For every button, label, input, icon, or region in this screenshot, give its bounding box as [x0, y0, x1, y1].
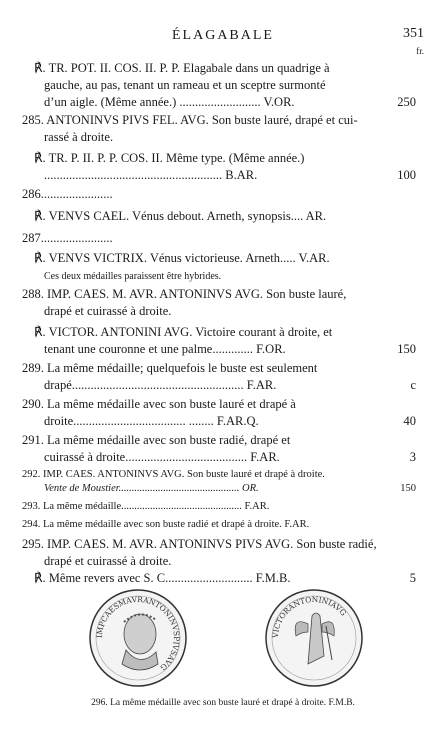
entry-295: [22, 536, 416, 570]
entry-line: 294. La même médaille avec son buste radié et drapé à droite. F.AR.: [22, 519, 310, 530]
entry-290: [22, 396, 416, 430]
entry-line: 290. La même médaille avec son buste lauré et drapé à: [22, 397, 296, 411]
entry-line: 289. La même médaille; quelquefois le buste est seulement: [22, 361, 318, 375]
entry-293: [22, 500, 416, 514]
entry-line: 292. IMP. CAES. ANTONINVS AVG. Son buste lauré et drapé à droite.: [22, 469, 325, 480]
entry-line: 287.......................: [22, 231, 113, 245]
coin-reverse: [266, 590, 362, 686]
entry-line: ......................................................... B.AR.: [44, 168, 258, 182]
entry-287: [22, 230, 416, 247]
entry-line: drapé et cuirassé à droite.: [44, 304, 172, 318]
entry-line: tenant une couronne et une palme............. F.OR.: [44, 342, 286, 356]
entry-292: [22, 468, 416, 496]
page-title: ÉLAGABALE: [172, 28, 274, 43]
entry-line: ℟. VENVS VICTRIX. Vénus victorieuse. Arneth..... V.AR.: [34, 251, 330, 265]
entry-reverse-venus-cael: [22, 208, 416, 225]
entry-286: [22, 186, 416, 203]
entry-line: drapé et cuirassé à droite.: [44, 554, 172, 568]
coin-obverse: [90, 590, 186, 686]
entry-line: 286.......................: [22, 187, 113, 201]
entry-line: Vente de Moustier.............................................. OR.: [44, 483, 259, 494]
price: c: [410, 378, 416, 392]
price: 150: [400, 483, 416, 494]
entry-reverse-venus-victrix: [22, 250, 416, 267]
entry-289: [22, 360, 416, 394]
entry-line: 295. IMP. CAES. M. AVR. ANTONINVS PIVS AVG. Son buste radié,: [22, 537, 377, 551]
coin-illustration: [86, 586, 376, 690]
entry-line: 288. IMP. CAES. M. AVR. ANTONINVS AVG. Son buste lauré,: [22, 287, 347, 301]
page-number: 351: [403, 26, 424, 41]
entry-line: gauche, au pas, tenant un rameau et un sceptre surmonté: [44, 78, 326, 92]
entry-reverse-same-type: [22, 150, 416, 184]
running-header: [0, 28, 446, 48]
entry-reverse-quadriga: [22, 60, 416, 111]
coin-reverse-legend: VICTORANTONINIAVG: [270, 594, 349, 639]
entry-line: 291. La même médaille avec son buste radié, drapé et: [22, 433, 291, 447]
coin-obverse-legend: IMPCAESMAVRANTONINVSPIVSAVG: [94, 594, 182, 673]
price: 5: [409, 571, 416, 585]
entry-line: ℟. VICTOR. ANTONINI AVG. Victoire courant à droite, et: [34, 325, 333, 339]
currency-unit: fr.: [416, 46, 424, 56]
price: 150: [397, 342, 416, 356]
entry-line: droite.................................... ........ F.AR.Q.: [44, 414, 259, 428]
entry-294: [22, 518, 416, 532]
entry-note-hybrides: [22, 268, 416, 285]
entry-line: 285. ANTONINVS PIVS FEL. AVG. Son buste lauré, drapé et cui-: [22, 113, 358, 127]
price: 100: [397, 168, 416, 182]
entry-line: drapé....................................................... F.AR.: [44, 378, 277, 392]
entry-line: ℟. Même revers avec S. C............................ F.M.B.: [34, 571, 291, 585]
entry-line: Ces deux médailles paraissent être hybrides.: [44, 271, 222, 282]
entry-line: ℟. TR. POT. II. COS. II. P. P. Elagabale dans un quadrige à: [34, 61, 330, 75]
entry-line: 293. La même médaille.............................................. F.AR.: [22, 501, 270, 512]
coin-caption: 296. La même médaille avec son buste lauré et drapé à droite. F.M.B.: [91, 698, 355, 708]
entry-reverse-sc: [22, 570, 416, 587]
price: 40: [403, 414, 416, 428]
entry-line: d’un aigle. (Même année.) .......................... V.OR.: [44, 95, 295, 109]
entry-line: cuirassé à droite....................................... F.AR.: [44, 450, 280, 464]
price: 250: [397, 95, 416, 109]
entry-line: rassé à droite.: [44, 130, 114, 144]
entry-285: [22, 112, 416, 146]
entry-288: [22, 286, 416, 320]
entry-291: [22, 432, 416, 466]
entry-reverse-victor: [22, 324, 416, 358]
entry-line: ℟. TR. P. II. P. P. COS. II. Même type. (Même année.): [34, 151, 305, 165]
entry-line: ℟. VENVS CAEL. Vénus debout. Arneth, synopsis.... AR.: [34, 209, 327, 223]
price: 3: [409, 450, 416, 464]
